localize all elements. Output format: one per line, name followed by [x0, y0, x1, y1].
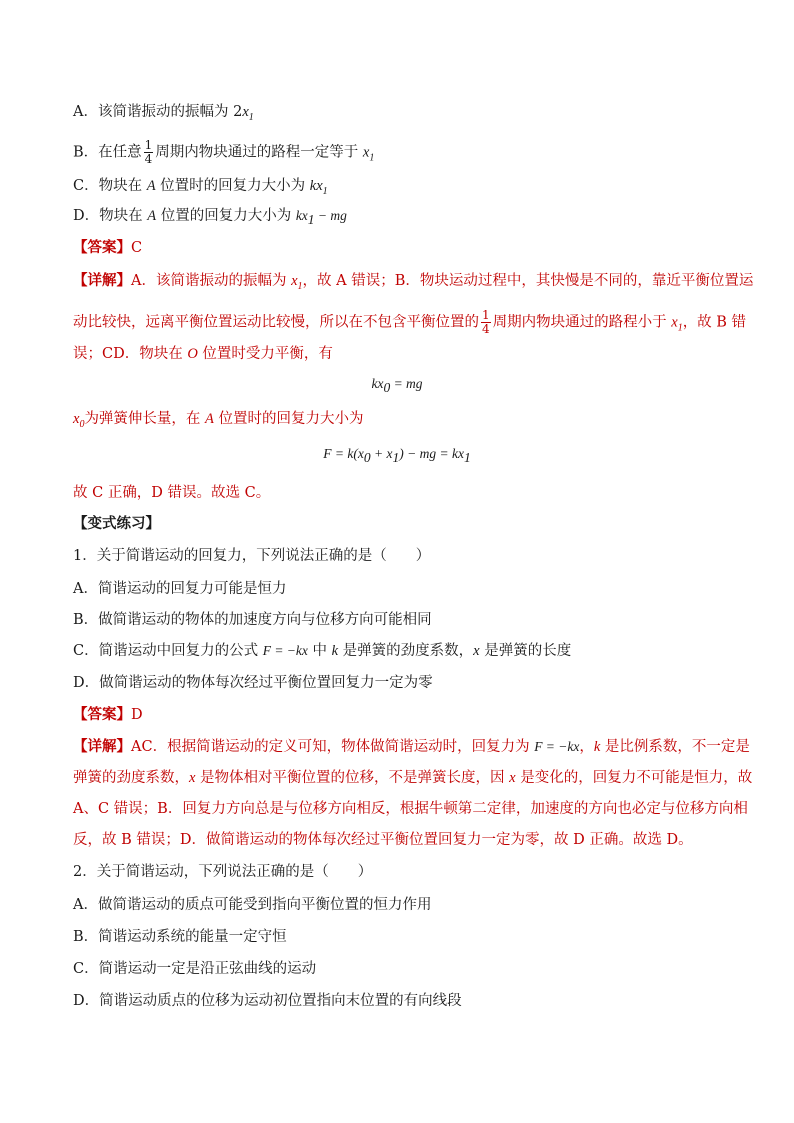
var-k: k [593, 739, 601, 755]
subscript: 1 [677, 322, 683, 334]
equation-part: ) − mg = kx [399, 446, 464, 461]
equation-part: + x [370, 446, 393, 461]
equation-part: kx [371, 376, 384, 391]
var-x: x [509, 770, 516, 786]
equation-part: F = k [323, 446, 354, 461]
practice-q2-option-c: C．简谐运动一定是沿正弦曲线的运动 [73, 961, 317, 977]
subscript: 0 [383, 379, 391, 395]
fraction-quarter [144, 139, 154, 166]
option-d [73, 206, 347, 230]
detail-text: 是变化的，回复力不可能是恒力，故 [515, 770, 753, 786]
fraction-numerator: 1 [482, 308, 490, 322]
practice-q2-option-b: B．简谐运动系统的能量一定守恒 [73, 929, 287, 945]
detail-text: 是比例系数，不一定是 [600, 739, 750, 755]
subscript: 0 [363, 449, 371, 465]
subscript: 0 [79, 418, 85, 430]
subscript: 1 [369, 152, 375, 164]
detail-text: ，故 A 错误；B．物块运动过程中，其快慢是不同的，靠近平衡位置运 [302, 273, 754, 289]
detail-text: 动比较快，远离平衡位置运动比较慢，所以在不包含平衡位置的 [73, 314, 479, 331]
detail-text: ， [579, 739, 594, 755]
detail-text: 周期内物块通过的路程小于 [492, 314, 672, 331]
var-k: k [331, 643, 339, 659]
practice-q1-option-c [73, 641, 571, 661]
practice-q1-option-a: A．简谐运动的回复力可能是恒力 [73, 581, 287, 597]
var-x: x [242, 104, 249, 120]
formula-f-kx: F = −kx [534, 739, 580, 754]
var-a: A [147, 208, 157, 224]
var-a: A [146, 178, 156, 194]
detail-text: 为弹簧伸长量，在 [84, 411, 206, 427]
var-x: x [671, 314, 678, 331]
detail-1-line-4 [73, 409, 364, 435]
var-x: x [73, 411, 80, 427]
practice-q2-option-a: A．做简谐运动的质点可能受到指向平衡位置的恒力作用 [73, 897, 432, 913]
detail-label: 【详解】 [73, 272, 131, 289]
detail-text: 位置时受力平衡，有 [197, 346, 333, 362]
fraction-denominator: 4 [144, 152, 153, 166]
practice-q1-stem: 1．关于简谐运动的回复力，下列说法正确的是（ ） [73, 548, 431, 564]
option-c [73, 176, 328, 202]
option-d-text: D．物块在 [73, 208, 148, 224]
detail-2-line-1 [73, 737, 750, 757]
subscript: 1 [322, 185, 328, 197]
option-a-text: A．该简谐振动的振幅为 2 [73, 104, 243, 120]
var-x: x [473, 643, 480, 659]
option-c-text-post: 位置时的回复力大小为 [155, 178, 310, 194]
answer-label: 【答案】 [73, 706, 131, 723]
answer-1 [73, 238, 142, 258]
detail-text: ，故 B 错 [682, 314, 747, 331]
var-kx: kx [309, 178, 323, 194]
formula-f-kx: F = −kx [262, 643, 308, 658]
detail-label: 【详解】 [73, 738, 131, 755]
option-a [73, 102, 254, 128]
option-b-text-post: 周期内物块通过的路程一定等于 [155, 144, 363, 161]
option-c-text: C．物块在 [73, 178, 147, 194]
equation-1 [0, 374, 794, 398]
formula-kx: kx [295, 208, 308, 223]
practice-q2-option-d: D．简谐运动质点的位移为运动初位置指向末位置的有向线段 [73, 993, 462, 1009]
section-heading: 【变式练习】 [73, 515, 160, 532]
option-c-text: C．简谐运动中回复力的公式 [73, 643, 263, 659]
option-c-text: 是弹簧的劲度系数， [338, 643, 474, 659]
equation-part: = mg [390, 376, 423, 391]
subscript: 1 [392, 449, 400, 465]
detail-text: 位置时的回复力大小为 [213, 411, 364, 427]
option-c-text: 是弹簧的长度 [479, 643, 572, 659]
option-c-text: 中 [307, 643, 332, 659]
fraction-denominator: 4 [482, 322, 490, 336]
option-b [73, 139, 374, 168]
option-d-text-post: 位置的回复力大小为 [156, 208, 296, 224]
answer-value: C [131, 240, 143, 256]
formula-tail: − mg [314, 208, 347, 223]
subscript: 1 [307, 211, 315, 227]
var-a: A [205, 411, 214, 427]
option-b-text: B．在任意 [73, 144, 142, 161]
detail-2-line-4: 反，故 B 错误；D．做简谐运动的物体每次经过平衡位置回复力一定为零，故 D 正确。故选 D。 [73, 832, 693, 848]
practice-q1-option-b: B．做简谐运动的物体的加速度方向与位移方向可能相同 [73, 612, 432, 628]
detail-1-line-5 [73, 483, 270, 503]
fraction-quarter [481, 309, 491, 336]
detail-1-line-2 [73, 309, 746, 338]
detail-2-line-3: A、C 错误；B．回复力方向总是与位移方向相反，根据牛顿第二定律，加速度的方向也必定与位移方向相 [73, 801, 748, 817]
detail-text: 弹簧的劲度系数， [73, 770, 189, 786]
fraction-numerator: 1 [144, 138, 153, 152]
equation-2 [0, 444, 794, 468]
detail-2-line-2 [73, 768, 752, 788]
var-x: x [362, 144, 370, 161]
detail-text: 故 C 正确，D 错误。故选 C。 [73, 485, 271, 501]
subscript: 1 [463, 449, 471, 465]
var-o: O [187, 346, 198, 362]
var-x: x [291, 273, 298, 289]
answer-value: D [131, 707, 143, 723]
practice-q2-stem: 2．关于简谐运动，下列说法正确的是（ ） [73, 864, 373, 880]
subscript: 1 [248, 111, 254, 123]
var-x: x [189, 770, 196, 786]
answer-2 [73, 705, 143, 725]
practice-q1-option-d: D．做简谐运动的物体每次经过平衡位置回复力一定为零 [73, 675, 433, 691]
answer-label: 【答案】 [73, 239, 131, 256]
detail-text: AC．根据简谐运动的定义可知，物体做简谐运动时，回复力为 [131, 739, 535, 755]
subscript: 1 [297, 280, 303, 292]
detail-1-line-3 [73, 344, 333, 364]
detail-text: 是物体相对平衡位置的位移，不是弹簧长度，因 [195, 770, 510, 786]
detail-text: 误；CD．物块在 [73, 346, 188, 362]
detail-text: A．该简谐振动的振幅为 [131, 273, 292, 289]
equation-part: (x [353, 446, 364, 461]
detail-1-line-1 [73, 271, 753, 297]
